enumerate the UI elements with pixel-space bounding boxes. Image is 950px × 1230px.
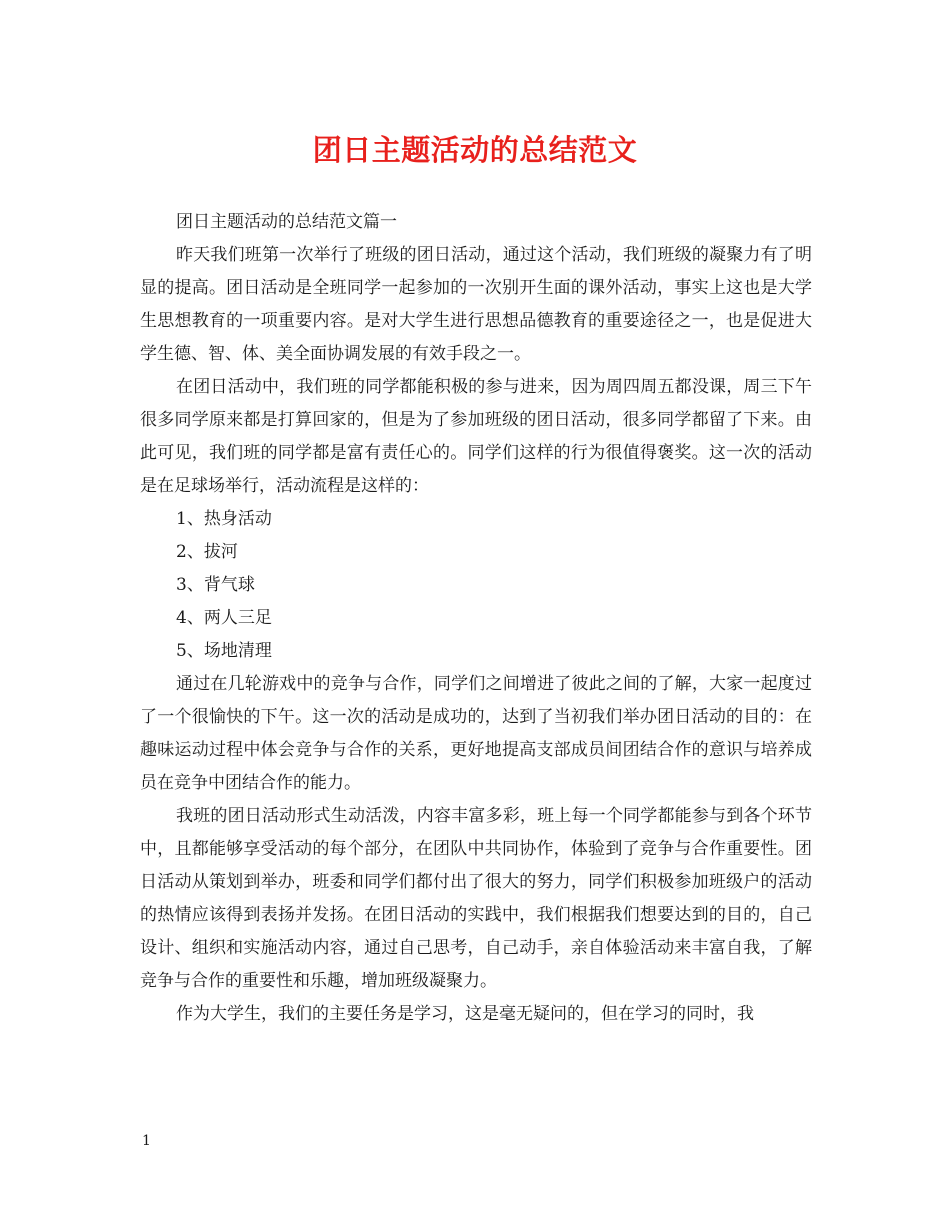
page-title: 团日主题活动的总结范文 xyxy=(312,133,638,167)
paragraph: 在团日活动中，我们班的同学都能积极的参与进来，因为周四周五都没课，周三下午很多同学原来都是打算回家的，但是为了参加班级的团日活动，很多同学都留了下来。由此可见，我们班的同学都是富有责任心的。同学们这样的行为很值得褒奖。这一次的活动是在足球场举行，活动流程是这样的： xyxy=(140,377,812,496)
paragraph: 通过在几轮游戏中的竞争与合作，同学们之间增进了彼此之间的了解，大家一起度过了一个很愉快的下午。这一次的活动是成功的，达到了当初我们举办团日活动的目的：在趣味运动过程中体会竞争与合作的关系，更好地提高支部成员间团结合作的意识与培养成员在竞争中团结合作的能力。 xyxy=(140,674,812,793)
list-item: 5、场地清理 xyxy=(176,641,272,661)
paragraph: 作为大学生，我们的主要任务是学习，这是毫无疑问的，但在学习的同时，我 xyxy=(176,1004,754,1024)
list-item: 1、热身活动 xyxy=(176,509,272,529)
paragraph: 昨天我们班第一次举行了班级的团日活动，通过这个活动，我们班级的凝聚力有了明显的提高。团日活动是全班同学一起参加的一次别开生面的课外活动，事实上这也是大学生思想教育的一项重要内容。是对大学生进行思想品德教育的重要途径之一，也是促进大学生德、智、体、美全面协调发展的有效手段之一。 xyxy=(140,245,812,364)
list-item: 2、拔河 xyxy=(176,542,238,562)
page-number: 1 xyxy=(142,1133,151,1149)
list-item: 4、两人三足 xyxy=(176,608,272,628)
paragraph: 我班的团日活动形式生动活泼，内容丰富多彩，班上每一个同学都能参与到各个环节中，且都能够享受活动的每个部分，在团队中共同协作，体验到了竞争与合作重要性。团日活动从策划到举办，班委和同学们都付出了很大的努力，同学们积极参加班级户的活动的热情应该得到表扬并发扬。在团日活动的实践中，我们根据我们想要达到的目的，自己设计、组织和实施活动内容，通过自己思考，自己动手，亲自体验活动来丰富自我，了解竞争与合作的重要性和乐趣，增加班级凝聚力。 xyxy=(140,806,812,991)
list-item: 3、背气球 xyxy=(176,575,255,595)
document-body xyxy=(140,206,812,1031)
section-subtitle: 团日主题活动的总结范文篇一 xyxy=(176,212,397,232)
